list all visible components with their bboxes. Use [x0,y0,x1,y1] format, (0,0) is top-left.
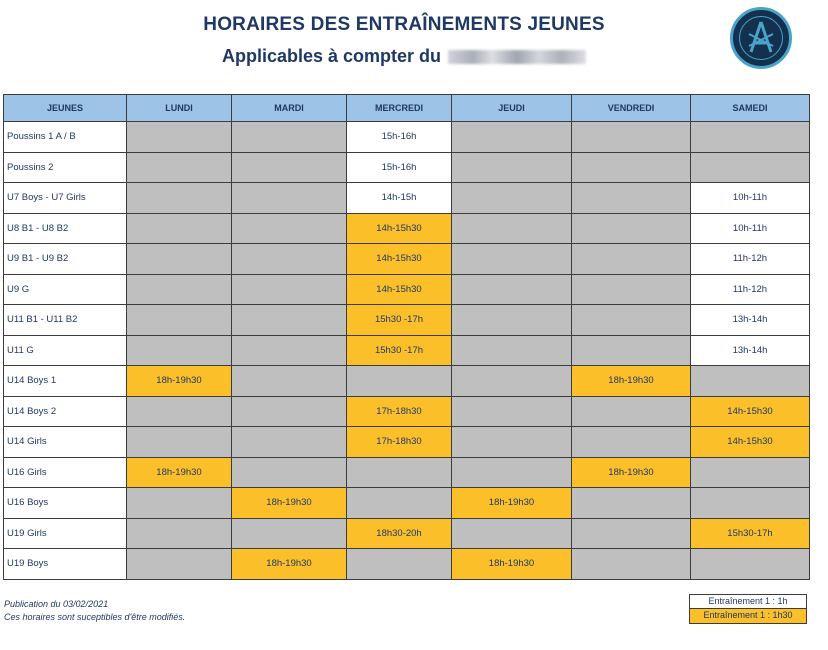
schedule-cell: 15h30 -17h [347,335,452,366]
schedule-cell [127,427,232,458]
schedule-cell: 14h-15h30 [691,396,810,427]
schedule-cell [232,152,347,183]
club-logo [730,7,792,69]
schedule-cell: 14h-15h30 [347,244,452,275]
header-row [4,95,810,122]
table-row [4,457,810,488]
group-label: U14 Boys 2 [4,396,127,427]
schedule-cell [452,305,572,336]
schedule-cell [232,396,347,427]
column-header-vendredi: VENDREDI [572,95,691,122]
schedule-cell [452,274,572,305]
schedule-cell [572,518,691,549]
schedule-cell [452,366,572,397]
schedule-cell [127,305,232,336]
schedule-cell: 14h-15h30 [691,427,810,458]
schedule-cell: 15h30 -17h [347,305,452,336]
table-row [4,488,810,519]
publication-note [4,598,185,624]
schedule-cell: 10h-11h [691,213,810,244]
table-row [4,213,810,244]
schedule-cell [232,457,347,488]
table-row [4,549,810,580]
column-header-lundi: LUNDI [127,95,232,122]
redacted-date [448,50,586,64]
schedule-cell [572,183,691,214]
schedule-cell: 18h-19h30 [232,549,347,580]
schedule-body [4,122,810,580]
schedule-cell: 15h-16h [347,152,452,183]
table-row [4,183,810,214]
schedule-cell [232,274,347,305]
schedule-cell [452,122,572,153]
schedule-cell [691,549,810,580]
schedule-cell [691,457,810,488]
page-subtitle [0,46,828,67]
schedule-cell [232,427,347,458]
publication-date: Publication du 03/02/2021 [4,599,109,609]
schedule-cell [691,122,810,153]
schedule-cell [452,213,572,244]
schedule-cell: 18h-19h30 [127,457,232,488]
table-row [4,396,810,427]
schedule-cell [127,152,232,183]
group-label: U14 Boys 1 [4,366,127,397]
schedule-cell [232,122,347,153]
group-label: U19 Girls [4,518,127,549]
schedule-cell [572,396,691,427]
schedule-cell [127,488,232,519]
schedule-cell [127,213,232,244]
schedule-cell [232,518,347,549]
change-notice: Ces horaires sont suceptibles d'être modifiés. [4,612,186,622]
schedule-cell [452,457,572,488]
schedule-cell [127,122,232,153]
schedule-cell: 10h-11h [691,183,810,214]
group-label: U14 Girls [4,427,127,458]
schedule-cell [452,427,572,458]
table-row [4,152,810,183]
schedule-cell: 13h-14h [691,305,810,336]
column-header-mercredi: MERCREDI [347,95,452,122]
schedule-cell [572,335,691,366]
schedule-cell [347,457,452,488]
group-label: Poussins 2 [4,152,127,183]
schedule-cell [347,488,452,519]
schedule-cell: 11h-12h [691,274,810,305]
schedule-cell [572,274,691,305]
schedule-cell [452,335,572,366]
schedule-cell: 15h30-17h [691,518,810,549]
schedule-cell [691,488,810,519]
schedule-cell: 18h-19h30 [452,549,572,580]
table-row [4,274,810,305]
column-header-jeunes: JEUNES [4,95,127,122]
table-row [4,335,810,366]
schedule-cell: 17h-18h30 [347,427,452,458]
schedule-cell [572,305,691,336]
schedule-cell: 17h-18h30 [347,396,452,427]
group-label: U11 B1 - U11 B2 [4,305,127,336]
schedule-header [4,95,810,122]
group-label: U16 Girls [4,457,127,488]
schedule-cell [232,366,347,397]
legend-1h30: Entraînement 1 : 1h30 [689,609,807,624]
group-label: U19 Boys [4,549,127,580]
schedule-cell [127,183,232,214]
schedule-cell [127,274,232,305]
schedule-cell: 18h-19h30 [572,457,691,488]
schedule-cell [572,488,691,519]
schedule-cell [691,152,810,183]
table-row [4,427,810,458]
title-block [0,14,828,67]
schedule-cell [452,396,572,427]
schedule-cell [572,549,691,580]
subtitle-prefix: Applicables à compter du [221,46,442,66]
schedule-cell [452,152,572,183]
column-header-samedi: SAMEDI [691,95,810,122]
table-row [4,122,810,153]
legend [689,594,807,624]
table-row [4,244,810,275]
schedule-cell [232,305,347,336]
schedule-cell [572,427,691,458]
schedule-cell [232,213,347,244]
column-header-jeudi: JEUDI [452,95,572,122]
schedule-table [3,94,810,580]
legend-1h: Entraînement 1 : 1h [689,594,807,609]
schedule-cell: 18h-19h30 [572,366,691,397]
group-label: U8 B1 - U8 B2 [4,213,127,244]
table-row [4,305,810,336]
schedule-cell: 15h-16h [347,122,452,153]
group-label: U9 G [4,274,127,305]
schedule-cell [572,244,691,275]
schedule-cell: 18h-19h30 [232,488,347,519]
schedule-cell [347,549,452,580]
schedule-cell [127,396,232,427]
schedule-cell [232,244,347,275]
schedule-cell [691,366,810,397]
table-row [4,366,810,397]
schedule-cell [452,244,572,275]
group-label: Poussins 1 A / B [4,122,127,153]
schedule-cell: 14h-15h30 [347,213,452,244]
schedule-cell: 11h-12h [691,244,810,275]
schedule-cell: 14h-15h [347,183,452,214]
table-row [4,518,810,549]
schedule-cell [127,244,232,275]
column-header-mardi: MARDI [232,95,347,122]
schedule-cell [572,213,691,244]
schedule-cell [127,518,232,549]
group-label: U9 B1 - U9 B2 [4,244,127,275]
schedule-cell: 18h-19h30 [127,366,232,397]
group-label: U7 Boys - U7 Girls [4,183,127,214]
schedule-cell [232,183,347,214]
schedule-cell [452,518,572,549]
schedule-cell: 14h-15h30 [347,274,452,305]
page-title: HORAIRES DES ENTRAÎNEMENTS JEUNES [203,14,605,35]
schedule-cell: 13h-14h [691,335,810,366]
schedule-cell: 18h-19h30 [452,488,572,519]
schedule-cell [452,183,572,214]
schedule-cell [572,152,691,183]
schedule-cell [232,335,347,366]
schedule-cell [127,549,232,580]
schedule-cell [127,335,232,366]
club-monogram-icon [733,10,789,66]
group-label: U11 G [4,335,127,366]
schedule-cell [572,122,691,153]
schedule-cell [347,366,452,397]
group-label: U16 Boys [4,488,127,519]
schedule-cell: 18h30-20h [347,518,452,549]
